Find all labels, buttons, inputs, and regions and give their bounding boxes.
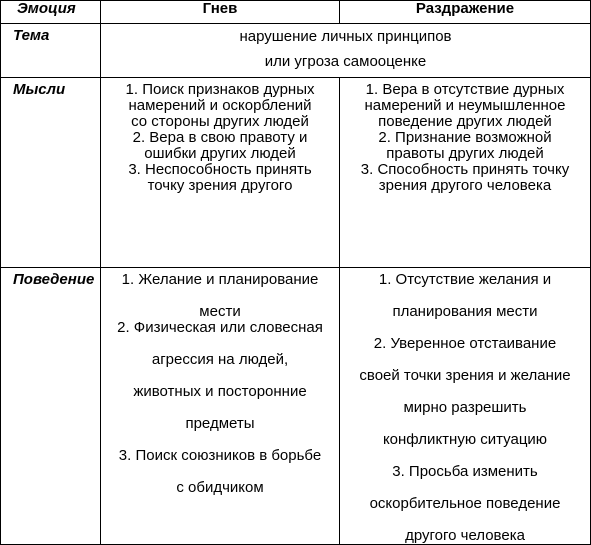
text-line: мирно разрешить bbox=[403, 399, 527, 416]
row-label-mysli: Мысли bbox=[1, 78, 101, 268]
text-line: поведение других людей bbox=[378, 113, 552, 130]
row-povedenie bbox=[1, 268, 591, 545]
povedenie-irritation-cell bbox=[340, 268, 591, 545]
row-mysli bbox=[1, 78, 591, 268]
tema-text bbox=[101, 24, 591, 78]
text-line: с обидчиком bbox=[176, 479, 264, 496]
text-line: агрессия на людей, bbox=[151, 351, 289, 368]
tema-line: нарушение личных принципов bbox=[239, 28, 452, 45]
header-irritation: Раздражение bbox=[340, 1, 591, 24]
text-line: 2. Признание возможной bbox=[378, 129, 552, 146]
text-line: предметы bbox=[185, 415, 255, 432]
header-anger: Гнев bbox=[101, 1, 340, 24]
header-row bbox=[1, 1, 591, 24]
row-tema bbox=[1, 24, 591, 78]
text-line: животных и посторонние bbox=[133, 383, 307, 400]
text-line: 2. Физическая или словесная bbox=[117, 319, 323, 336]
header-emotion: Эмоция bbox=[1, 1, 101, 24]
text-line: планирования мести bbox=[392, 303, 538, 320]
row-label-tema: Тема bbox=[1, 24, 101, 78]
text-line: 3. Способность принять точку bbox=[360, 161, 570, 178]
povedenie-anger-cell bbox=[101, 268, 340, 545]
text-line: другого человека bbox=[405, 527, 525, 544]
text-line: конфликтную ситуацию bbox=[382, 431, 548, 448]
text-line: намерений и оскорблений bbox=[128, 97, 312, 114]
text-line: 2. Уверенное отстаивание bbox=[373, 335, 557, 352]
text-line: 1. Отсутствие желания и bbox=[378, 271, 552, 288]
text-line: ошибки других людей bbox=[144, 145, 296, 162]
text-line: зрения другого человека bbox=[378, 177, 552, 194]
text-line: 3. Просьба изменить bbox=[392, 463, 538, 480]
text-line: 1. Поиск признаков дурных bbox=[125, 81, 315, 98]
text-line: 1. Вера в отсутствие дурных bbox=[365, 81, 565, 98]
text-line: 3. Поиск союзников в борьбе bbox=[118, 447, 322, 464]
text-line: 3. Неспособность принять bbox=[128, 161, 312, 178]
text-line: оскорбительное поведение bbox=[369, 495, 561, 512]
mysli-anger-cell bbox=[101, 78, 340, 268]
text-line: 2. Вера в свою правоту и bbox=[132, 129, 308, 146]
text-line: точку зрения другого bbox=[147, 177, 293, 194]
text-line: намерений и неумышленное bbox=[364, 97, 566, 114]
text-line: своей точки зрения и желание bbox=[359, 367, 571, 384]
tema-line: или угроза самооценке bbox=[264, 53, 427, 70]
text-line: со стороны других людей bbox=[131, 113, 309, 130]
text-line: 1. Желание и планирование bbox=[121, 271, 319, 288]
text-line: правоты других людей bbox=[386, 145, 544, 162]
row-label-povedenie: Поведение bbox=[1, 268, 101, 545]
mysli-irritation-cell bbox=[340, 78, 591, 268]
text-line: мести bbox=[199, 303, 241, 320]
